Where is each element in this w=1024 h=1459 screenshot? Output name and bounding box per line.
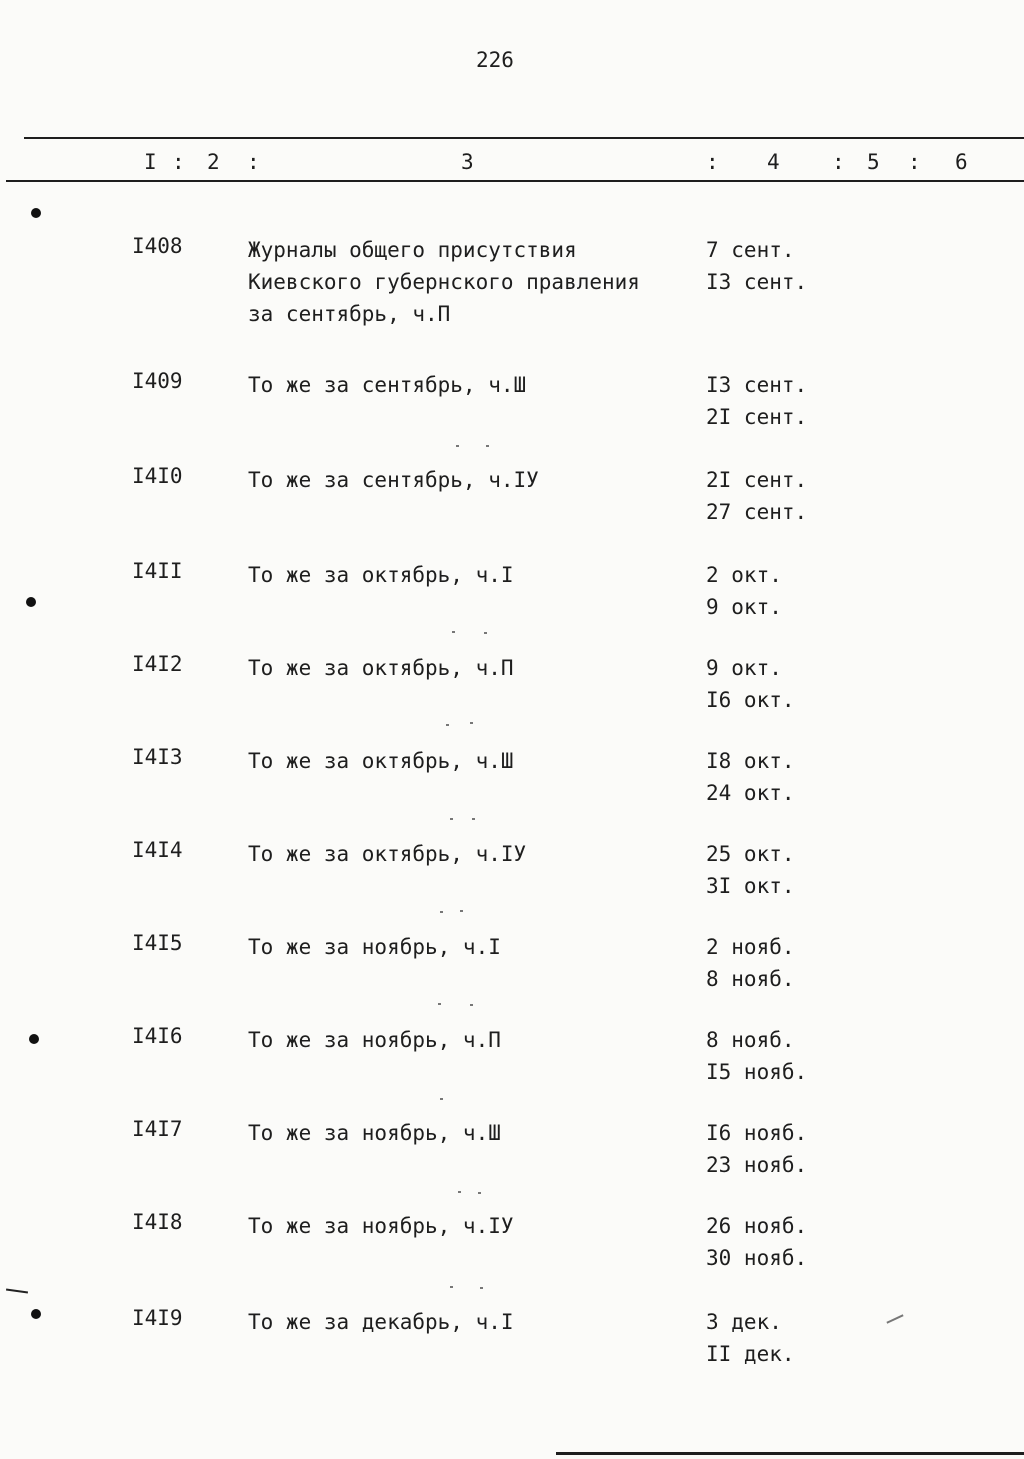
column-header-2: 2 — [207, 150, 220, 174]
date-end: 9 окт. — [706, 595, 782, 619]
date-end: I3 сент. — [706, 270, 808, 294]
margin-mark — [6, 1288, 28, 1293]
date-start: 3 дек. — [706, 1310, 782, 1334]
inventory-number: I4I6 — [132, 1024, 183, 1048]
date-end: 24 окт. — [706, 781, 795, 805]
header-bottom-rule — [6, 180, 1024, 182]
date-start: 2 окт. — [706, 563, 782, 587]
item-title: То же за декабрь, ч.I — [248, 1310, 514, 1334]
inventory-number: I4I3 — [132, 745, 183, 769]
date-start: 8 нояб. — [706, 1028, 795, 1052]
column-header-6: 6 — [955, 150, 968, 174]
date-start: I8 окт. — [706, 749, 795, 773]
date-start: 9 окт. — [706, 656, 782, 680]
inventory-number: I4I7 — [132, 1117, 183, 1141]
column-separator: : — [247, 150, 260, 174]
item-title: То же за сентябрь, ч.IУ — [248, 468, 539, 492]
item-title: То же за октябрь, ч.П — [248, 656, 514, 680]
header-top-rule — [24, 137, 1024, 139]
date-start: 25 окт. — [706, 842, 795, 866]
inventory-number: I409 — [132, 369, 183, 393]
date-start: I6 нояб. — [706, 1121, 808, 1145]
column-header-4: 4 — [767, 150, 780, 174]
inventory-number: I4I4 — [132, 838, 183, 862]
item-title: То же за октябрь, ч.Ш — [248, 749, 514, 773]
binding-hole — [31, 1309, 41, 1319]
item-title: То же за ноябрь, ч.П — [248, 1028, 501, 1052]
inventory-number: I408 — [132, 234, 183, 258]
item-title: То же за октябрь, ч.I — [248, 563, 514, 587]
column-separator: : — [832, 150, 845, 174]
item-title: То же за ноябрь, ч.I — [248, 935, 501, 959]
date-end: 23 нояб. — [706, 1153, 808, 1177]
date-end: 8 нояб. — [706, 967, 795, 991]
column-header-3: 3 — [461, 150, 474, 174]
date-end: I5 нояб. — [706, 1060, 808, 1084]
item-title: То же за октябрь, ч.IУ — [248, 842, 527, 866]
column-separator: : — [706, 150, 719, 174]
page-bottom-edge — [556, 1452, 1024, 1455]
date-end: 27 сент. — [706, 500, 808, 524]
date-start: 26 нояб. — [706, 1214, 808, 1238]
column-header-5: 5 — [867, 150, 880, 174]
binding-hole — [26, 597, 36, 607]
date-start: I3 сент. — [706, 373, 808, 397]
date-end: 2I сент. — [706, 405, 808, 429]
column-separator: : — [172, 150, 185, 174]
date-end: 3I окт. — [706, 874, 795, 898]
item-title: То же за ноябрь, ч.Ш — [248, 1121, 501, 1145]
item-title: Журналы общего присутствия Киевского губернского правления за сентябрь, ч.П — [248, 238, 640, 326]
date-end: I6 окт. — [706, 688, 795, 712]
date-start: 2 нояб. — [706, 935, 795, 959]
inventory-number: I4I8 — [132, 1210, 183, 1234]
date-start: 7 сент. — [706, 238, 795, 262]
binding-hole — [31, 208, 41, 218]
date-start: 2I сент. — [706, 468, 808, 492]
date-end: 30 нояб. — [706, 1246, 808, 1270]
inventory-number: I4I0 — [132, 464, 183, 488]
column-separator: : — [908, 150, 921, 174]
binding-hole — [29, 1034, 39, 1044]
item-title: То же за ноябрь, ч.IУ — [248, 1214, 514, 1238]
inventory-number: I4II — [132, 559, 183, 583]
page-number: 226 — [476, 48, 514, 72]
inventory-number: I4I2 — [132, 652, 183, 676]
item-title: То же за сентябрь, ч.Ш — [248, 373, 527, 397]
date-end: II дек. — [706, 1342, 795, 1366]
inventory-number: I4I5 — [132, 931, 183, 955]
inventory-number: I4I9 — [132, 1306, 183, 1330]
column-header-1: I — [144, 150, 157, 174]
